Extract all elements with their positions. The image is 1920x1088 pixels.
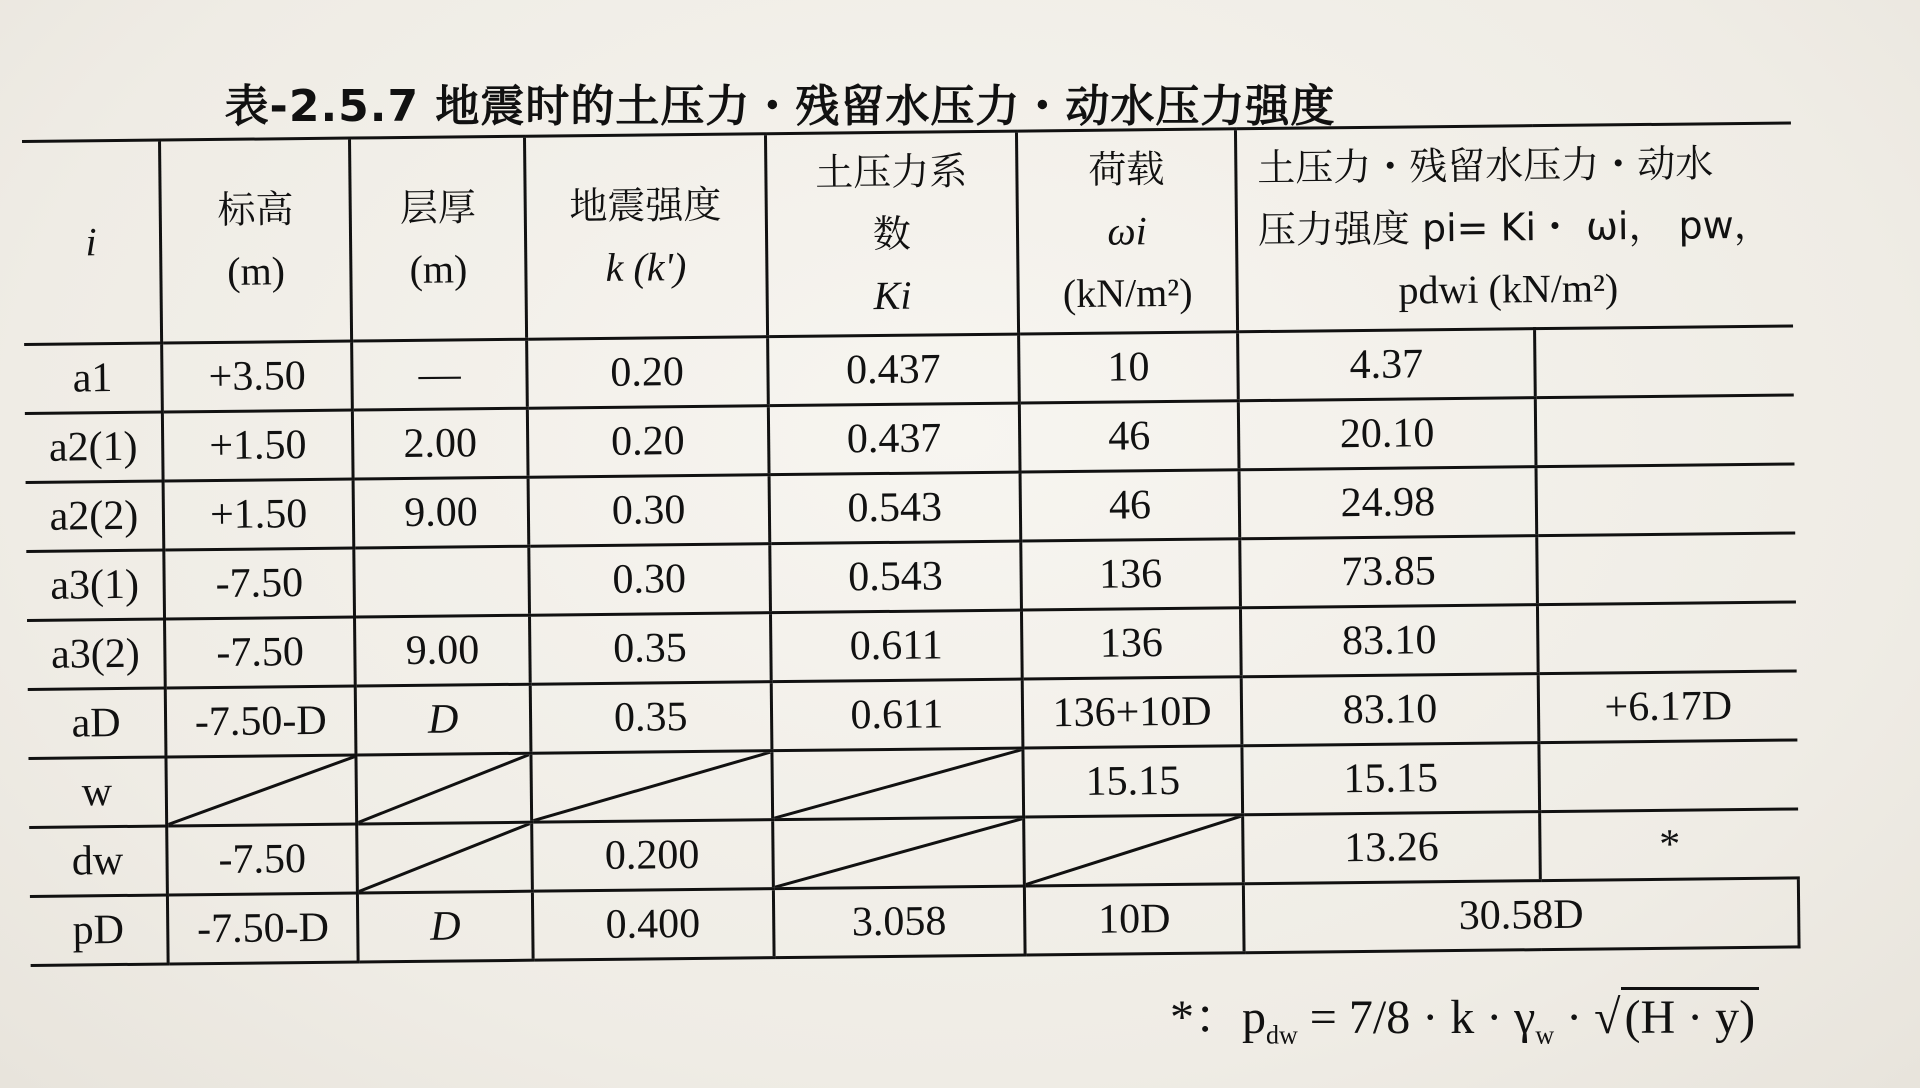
cell-seismic: 0.20 [527,406,768,478]
footnote-star: *： [1170,991,1243,1044]
footnote-lhs: p [1242,991,1267,1044]
cell-seismic: 0.400 [532,889,773,961]
header-load-label: 荷载 [1088,147,1165,192]
cell-load: 10 [1019,332,1238,403]
cell-load: 46 [1020,401,1239,472]
cell-thickness-diagonal [357,822,532,893]
cell-i: a3(2) [27,619,165,689]
header-coef [765,131,1019,337]
cell-pressure: 83.10 [1240,605,1538,677]
header-row [22,123,1793,345]
footnote-formula [1170,978,1759,1051]
cell-pressure-merged: 30.58D [1243,878,1799,953]
footnote-mid: = 7/8 · k · γ [1297,991,1536,1044]
diagonal-line [774,819,1023,888]
footnote-root: (H · y) [1621,987,1760,1045]
footnote-mid-sub: w [1535,1020,1555,1050]
cell-extra [1535,326,1794,398]
cell-coef: 0.543 [769,541,1021,613]
cell-i: aD [28,688,166,758]
cell-extra [1535,395,1794,467]
cell-elevation: -7.50 [164,548,355,619]
sqrt-icon: √ [1594,991,1621,1044]
diagonal-line [358,755,530,823]
cell-elevation: +1.50 [162,410,353,481]
cell-load: 10D [1025,884,1244,955]
header-load-unit: (kN/m²) [1062,269,1193,317]
cell-pressure: 4.37 [1237,329,1535,401]
header-elevation-label: 标高 [217,187,294,232]
cell-thickness: D [356,684,531,755]
cell-thickness: — [352,339,527,410]
cell-elevation: -7.50-D [165,686,356,757]
cell-thickness: 9.00 [353,477,528,548]
diagonal-line [532,752,770,820]
header-i: i [22,140,162,344]
pressure-table [22,121,1801,966]
header-thickness-label: 层厚 [399,185,477,231]
cell-elevation-diagonal [166,755,357,826]
cell-coef: 0.437 [768,403,1020,475]
cell-elevation: -7.50-D [167,893,358,964]
cell-extra [1539,740,1798,812]
cell-seismic-diagonal [531,751,772,823]
footnote-dot: · [1554,991,1595,1044]
cell-pressure: 83.10 [1241,674,1539,746]
cell-i: dw [29,826,167,896]
header-seismic-symbol: k (k') [605,244,687,290]
diagonal-line [1025,816,1241,884]
header-thickness [350,136,527,341]
table-title: 表-2.5.7 地震时的土压力・残留水压力・动水压力强度 [224,81,1336,132]
cell-load: 15.15 [1023,746,1242,817]
cell-load-diagonal [1024,815,1243,886]
cell-load: 136+10D [1022,677,1241,748]
cell-pressure: 24.98 [1239,467,1537,539]
cell-seismic: 0.35 [529,613,770,685]
header-coef-symbol: Ki [873,272,912,319]
cell-seismic: 0.20 [526,337,767,409]
cell-extra [1536,464,1795,536]
cell-coef-diagonal [771,748,1023,820]
cell-pressure: 13.26 [1242,812,1540,884]
cell-thickness [354,546,529,617]
cell-seismic: 0.30 [529,544,770,616]
cell-coef: 3.058 [773,886,1025,958]
cell-coef-diagonal [772,817,1024,889]
cell-seismic: 0.200 [531,820,772,892]
header-pressure [1235,123,1792,332]
diagonal-line [359,824,531,892]
cell-thickness: 9.00 [355,615,530,686]
header-elevation-unit: (m) [226,248,286,294]
cell-load: 136 [1021,539,1240,610]
cell-extra [1537,533,1796,605]
cell-thickness: D [358,891,533,962]
cell-extra: +6.17D [1538,671,1797,743]
cell-load: 46 [1020,470,1239,541]
cell-seismic: 0.35 [530,682,771,754]
cell-i: a2(1) [25,412,163,482]
cell-elevation: +1.50 [163,479,354,550]
cell-i: w [28,757,166,827]
header-load-symbol: ωi [1107,208,1147,254]
cell-coef: 0.611 [770,610,1022,682]
cell-elevation: -7.50 [167,824,358,895]
cell-load: 136 [1022,608,1241,679]
cell-coef: 0.437 [767,334,1019,406]
header-load [1017,129,1238,334]
header-pressure-line3: pdwi (kN/m²) [1398,265,1619,313]
cell-seismic: 0.30 [528,475,769,547]
footnote-lhs-sub: dw [1266,1020,1298,1050]
diagonal-line [773,750,1022,819]
cell-coef: 0.543 [769,472,1021,544]
cell-i: pD [30,895,168,965]
cell-pressure: 15.15 [1242,743,1540,815]
cell-pressure: 73.85 [1240,536,1538,608]
header-pressure-line1: 土压力・残留水压力・动水 [1256,141,1714,191]
header-coef-label2: 数 [872,211,912,257]
cell-elevation: +3.50 [162,341,353,412]
header-coef-label1: 土压力系 [815,149,968,195]
cell-coef: 0.611 [771,679,1023,751]
cell-i: a1 [24,343,162,413]
header-elevation [160,138,352,343]
cell-thickness-diagonal [356,753,531,824]
cell-i: a3(1) [26,550,164,620]
header-thickness-unit: (m) [409,246,468,292]
header-pressure-line2: 压力强度 pi= Ki・ ωi， pw， [1257,202,1772,253]
table-sheet [22,121,1800,959]
cell-elevation: -7.50 [165,617,356,688]
cell-pressure: 20.10 [1238,398,1536,470]
cell-i: a2(2) [26,481,164,551]
cell-thickness: 2.00 [353,408,528,479]
header-seismic-label: 地震强度 [569,182,722,229]
diagonal-line [168,757,356,825]
cell-extra: * [1540,809,1799,881]
header-seismic [524,134,767,340]
cell-extra [1538,602,1797,674]
